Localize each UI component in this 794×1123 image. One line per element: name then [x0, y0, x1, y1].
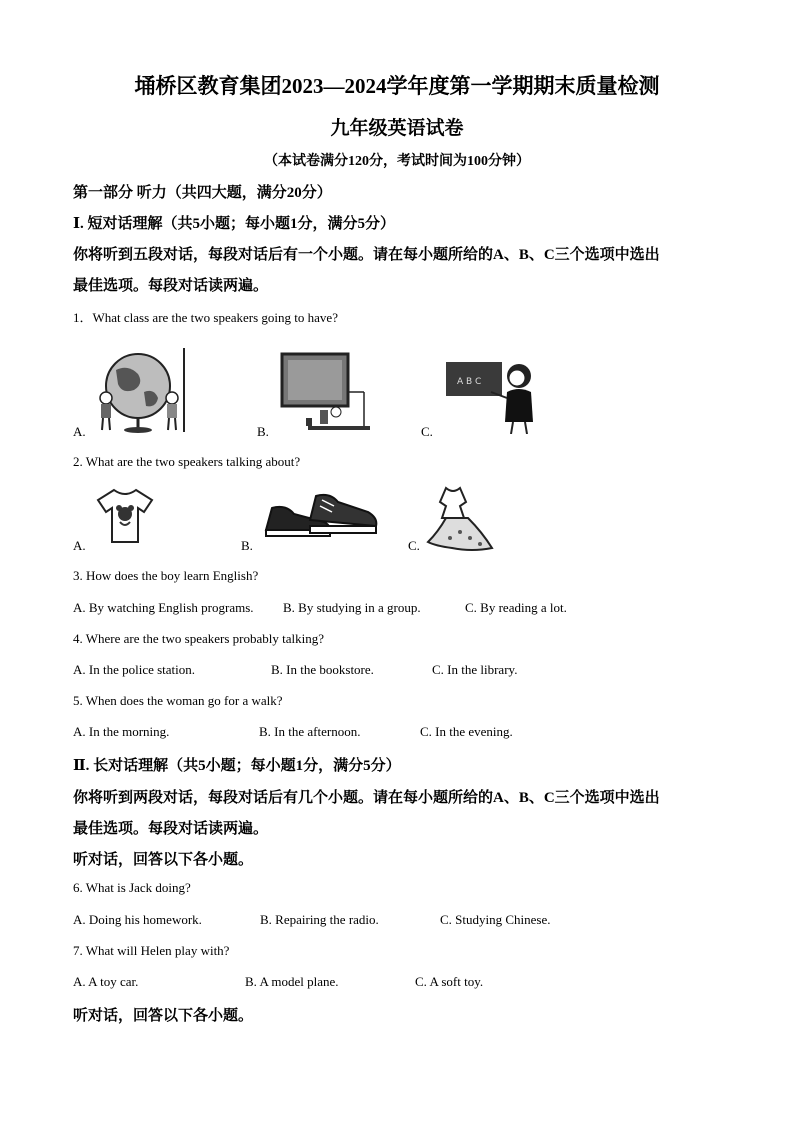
q3-option-a: A. By watching English programs. [73, 600, 254, 615]
q1-option-a: A. [73, 424, 86, 439]
section2-instruction-line1: 你将听到两段对话，每段对话后有几个小题。请在每小题所给的A、B、C三个选项中选出 [73, 790, 660, 806]
question-6: 6. What is Jack doing? [73, 880, 191, 895]
q6-option-c: C. Studying Chinese. [440, 912, 551, 927]
q6-option-a: A. Doing his homework. [73, 912, 202, 927]
q3-option-c: C. By reading a lot. [465, 600, 567, 615]
section2-instruction-line2: 最佳选项。每段对话读两遍。 [73, 821, 269, 837]
q1-option-b: B. [257, 424, 269, 439]
listen-prompt-2: 听对话，回答以下各小题。 [73, 1008, 254, 1024]
q5-option-b: B. In the afternoon. [259, 724, 361, 739]
part1-heading: 第一部分 听力（共四大题，满分20分） [73, 185, 332, 201]
question-1: 1．What class are the two speakers going to have? [73, 310, 338, 325]
q7-option-a: A. A toy car. [73, 974, 139, 989]
q5-option-c: C. In the evening. [420, 724, 513, 739]
question-7: 7. What will Helen play with? [73, 943, 230, 958]
q2-option-c: C. [408, 538, 420, 553]
question-3: 3. How does the boy learn English? [73, 568, 259, 583]
globe-icon [92, 348, 188, 434]
section1-instruction-line2: 最佳选项。每段对话读两遍。 [73, 278, 269, 294]
q4-option-b: B. In the bookstore. [271, 662, 374, 677]
q7-option-c: C. A soft toy. [415, 974, 484, 989]
section1-instruction-line1: 你将听到五段对话，每段对话后有一个小题。请在每小题所给的A、B、C三个选项中选出 [73, 247, 660, 263]
q4-option-a: A. In the police station. [73, 662, 196, 677]
question-5: 5. When does the woman go for a walk? [73, 693, 283, 708]
board-text: A B C [457, 377, 482, 387]
dress-icon [426, 486, 494, 552]
question-4: 4. Where are the two speakers probably talking? [73, 631, 324, 646]
q5-option-a: A. In the morning. [73, 724, 170, 739]
score-time-note: （本试卷满分120分，考试时间为100分钟） [264, 154, 530, 169]
section1-heading: Ⅰ. 短对话理解（共5小题；每小题1分，满分5分） [73, 216, 396, 232]
q1-option-c: C. [421, 424, 433, 439]
chalkboard-icon [280, 352, 376, 434]
tshirt-icon [96, 488, 154, 544]
listen-prompt-1: 听对话，回答以下各小题。 [73, 852, 254, 868]
q6-option-b: B. Repairing the radio. [260, 912, 379, 927]
page-title: 埇桥区教育集团2023—2024学年度第一学期期末质量检测 [134, 74, 660, 98]
question-2: 2. What are the two speakers talking about? [73, 454, 301, 469]
q2-option-a: A. [73, 538, 86, 553]
q4-option-c: C. In the library. [432, 662, 518, 677]
teacher-icon [445, 358, 537, 434]
paper-subtitle: 九年级英语试卷 [330, 118, 464, 139]
sneakers-icon [262, 490, 384, 542]
q3-option-b: B. By studying in a group. [283, 600, 421, 615]
section2-heading: Ⅱ. 长对话理解（共5小题；每小题1分，满分5分） [73, 758, 401, 774]
q2-option-b: B. [241, 538, 253, 553]
q7-option-b: B. A model plane. [245, 974, 339, 989]
